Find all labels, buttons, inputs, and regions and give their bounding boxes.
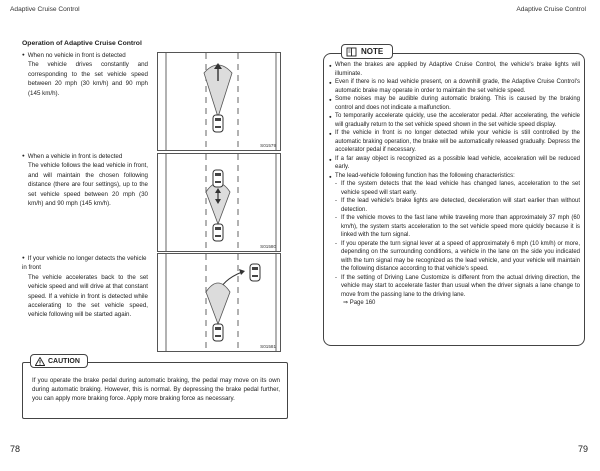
caution-text: If you operate the brake pedal during automatic braking, the pedal may move on its own during automatic braking. However, this is normal. By depressing the brake pedal further, you can apply more braking force. Apply more braking force as necessary. [32, 377, 280, 403]
block-lead: ● If your vehicle no longer detects the vehicle in front [22, 254, 148, 273]
block-description: The vehicle follows the lead vehicle in front, and will maintain the chosen following distance (there are four settings), up to the set vehicle speed between 20 mph (30 km/h) and 90 mph (145 km/h). [28, 162, 148, 208]
warning-triangle-icon [35, 357, 45, 366]
figure-no-vehicle [157, 52, 281, 151]
page-number-left: 78 [10, 444, 21, 454]
figure-code: S01581 [260, 344, 276, 349]
page-reference-link[interactable]: ⇒ Page 160 [343, 300, 376, 306]
header-left-title: Adaptive Cruise Control [10, 6, 80, 13]
note-label [341, 44, 393, 59]
note-bullet: ● If the vehicle in front is no longer detected while your vehicle is still controlled by the automatic braking operation, the brake will be automatically released gradually. Depress the accelerator pedal if necessary. [329, 130, 580, 153]
figure-code: S01579 [260, 143, 276, 148]
note-bullet: ● The lead-vehicle following function has the following characteristics: [329, 172, 515, 179]
text-block-no-vehicle [22, 51, 148, 98]
note-bullet: ● When the brakes are applied by Adaptive Cruise Control, the vehicle's brake lights will illuminate. [329, 62, 580, 77]
note-subitem: - If the setting of Driving Lane Customize is different from the actual driving direction, the vehicle may start to accelerate faster than usual when the driver signals a lane change to move from the passing lane to the driving lane. [335, 274, 580, 298]
book-icon [346, 47, 357, 57]
caution-label-text: CAUTION [48, 357, 80, 365]
figure-no-longer-detected [157, 253, 281, 352]
block-lead: ● When a vehicle in front is detected [22, 152, 148, 161]
note-bullet: ● Some noises may be audible during automatic braking. This is caused by the braking control and does not indicate a malfunction. [329, 96, 580, 111]
car-icon [213, 224, 223, 241]
car-icon [213, 170, 223, 187]
radar-beam-icon [206, 283, 230, 324]
text-block-no-longer-detected [22, 254, 148, 320]
note-subitem: - If the system detects that the lead vehicle has changed lanes, acceleration to the set vehicle speed will start early. [335, 181, 580, 196]
block-description: The vehicle accelerates back to the set vehicle speed and will drive at that constant speed. If a vehicle in front is detected while accelerating to the set vehicle speed, vehicle following will be started again. [28, 273, 148, 319]
car-icon [250, 264, 260, 281]
car-icon [213, 324, 223, 341]
figure-vehicle-detected [157, 153, 281, 252]
block-lead: ● When no vehicle in front is detected [22, 51, 148, 60]
section-title: Operation of Adaptive Cruise Control [22, 40, 142, 47]
note-label-text: NOTE [361, 47, 384, 56]
car-icon [213, 115, 223, 132]
text-block-vehicle-detected [22, 152, 148, 208]
block-description: The vehicle drives constantly and corresponding to the set vehicle speed between 20 mph (30 km/h) and 90 mph (145 km/h). [28, 61, 148, 97]
figure-code: S01580 [260, 244, 276, 249]
caution-label [30, 354, 88, 368]
note-subitem: - If the lead vehicle's brake lights are detected, deceleration will start earlier than without detection. [335, 198, 580, 213]
note-body [329, 61, 580, 308]
note-bullet: ● To temporarily accelerate quickly, use the accelerator pedal. After accelerating, the vehicle will gradually return to the set vehicle speed shown in the set vehicle speed display. [329, 113, 580, 128]
page-number-right: 79 [577, 444, 588, 454]
note-subitem: - If you operate the turn signal lever at a speed of approximately 6 mph (10 km/h) or more, depending on the surrounding conditions, a vehicle in the lane on the side you indicated with the turn signal may be recognized as the lead vehicle, and your vehicle will maintain the following distance according to that vehicle's speed. [335, 240, 580, 272]
note-bullet: ● Even if there is no lead vehicle present, on a downhill grade, the Adaptive Cruise Control's automatic brake may operate in order to maintain the set vehicle speed. [329, 79, 580, 94]
note-subitem: - If the vehicle moves to the fast lane while traveling more than approximately 37 mph (60 km/h), the system starts acceleration to the set vehicle speed more quickly because it is linked with the turn signal. [335, 215, 580, 238]
header-right-title: Adaptive Cruise Control [516, 6, 586, 13]
note-bullet: ● If a far away object is recognized as a possible lead vehicle, acceleration will be reduced early. [329, 155, 580, 170]
